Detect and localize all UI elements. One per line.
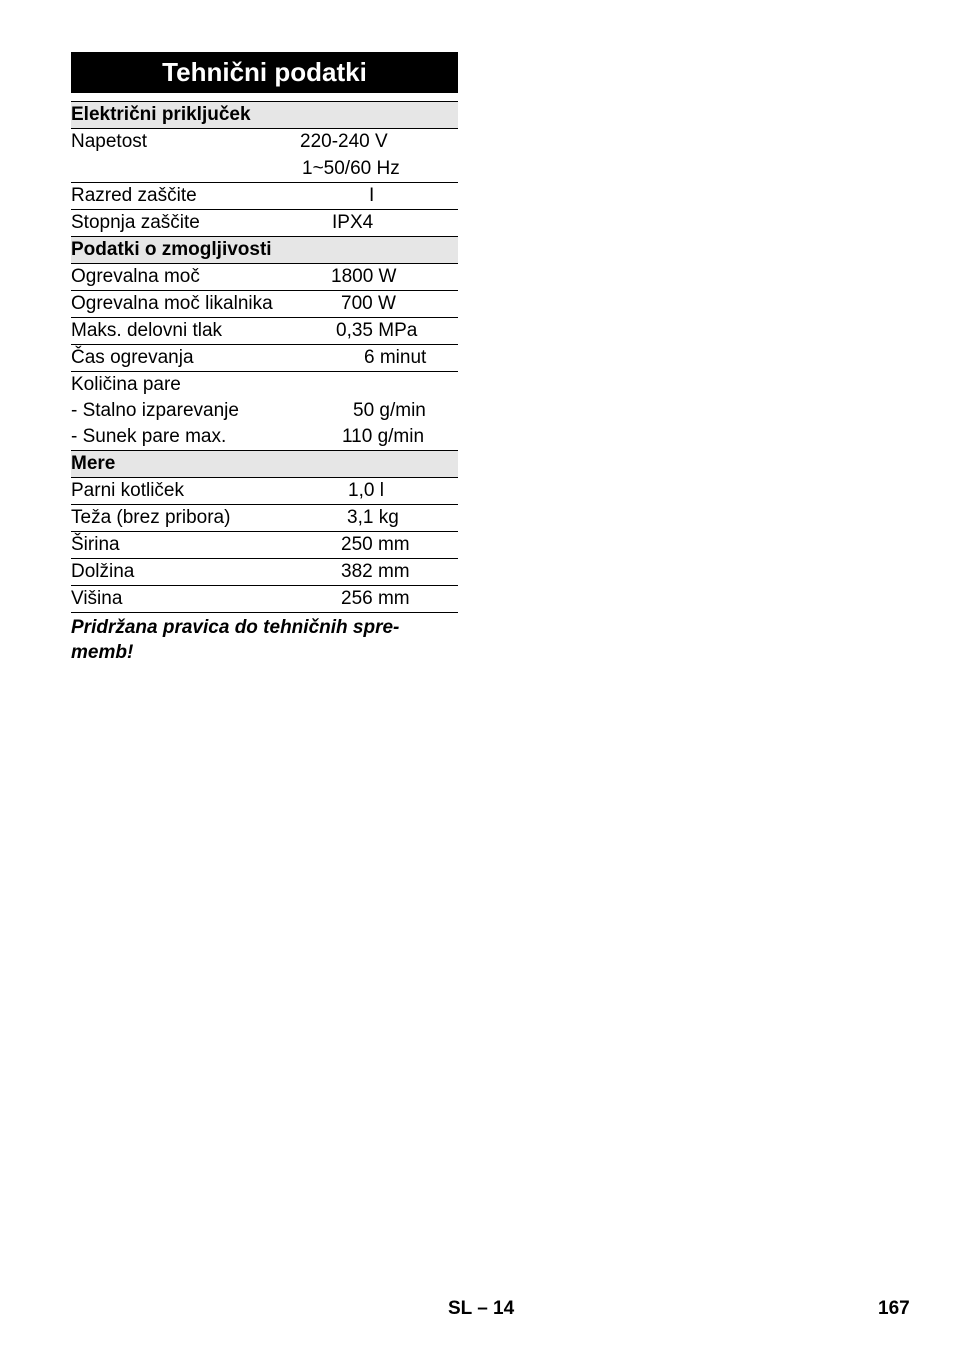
spec-label: - Sunek pare max.: [71, 426, 227, 447]
section-heading-dimensions: Mere: [71, 450, 458, 477]
spec-value: I: [369, 185, 375, 206]
spec-row-continuous-steam: [71, 398, 458, 424]
spec-value: 1800 W: [331, 266, 397, 287]
spec-label: Širina: [71, 534, 120, 555]
spec-value: 6 minut: [364, 347, 427, 368]
spec-row-width: [71, 531, 458, 558]
spec-row-height: [71, 585, 458, 612]
spec-value: 700 W: [341, 293, 396, 314]
spec-value: 1,0 l: [348, 480, 384, 501]
spec-row-steam-amount: [71, 371, 458, 398]
spec-label: Čas ogrevanja: [71, 347, 194, 368]
spec-label: Razred zaščite: [71, 185, 197, 206]
spec-row-length: [71, 558, 458, 585]
spec-label: Napetost: [71, 131, 148, 152]
spec-label: Ogrevalna moč likalnika: [71, 293, 273, 314]
spec-value: 250 mm: [341, 534, 410, 555]
spec-value: 3,1 kg: [347, 507, 399, 528]
spec-value: IPX4: [332, 212, 374, 233]
spec-row-heating-power: [71, 263, 458, 290]
technical-changes-note: Pridržana pravica do tehničnih spre- memb!: [71, 617, 400, 663]
spec-label: Teža (brez pribora): [71, 507, 231, 528]
spec-label: Parni kotliček: [71, 480, 184, 501]
spec-label: Količina pare: [71, 374, 181, 395]
spec-row-max-pressure: [71, 317, 458, 344]
footer-section-code: SL – 14: [448, 1298, 515, 1319]
spec-value: 220-240 V: [300, 131, 388, 152]
footer-page-number: 167: [878, 1298, 910, 1319]
section-heading-performance: Podatki o zmogljivosti: [71, 236, 458, 263]
spec-row-heating-time: [71, 344, 458, 371]
spec-label: Dolžina: [71, 561, 135, 582]
tech-data-column: [71, 52, 458, 613]
spec-row-boiler: [71, 477, 458, 504]
spec-value: 0,35 MPa: [336, 320, 418, 341]
spec-label: Višina: [71, 588, 123, 609]
spec-row-protection-class: [71, 182, 458, 209]
spec-value: 110 g/min: [342, 426, 425, 447]
spec-label: - Stalno izparevanje: [71, 400, 239, 421]
spec-value: 256 mm: [341, 588, 410, 609]
spec-label: Stopnja zaščite: [71, 212, 200, 233]
page-title: Tehnični podatki: [71, 52, 458, 93]
spec-value-secondary: 1~50/60 Hz: [302, 158, 400, 179]
spec-value: 382 mm: [341, 561, 410, 582]
spec-label: Maks. delovni tlak: [71, 320, 223, 341]
spec-label: Ogrevalna moč: [71, 266, 200, 287]
spec-row-protection-degree: [71, 209, 458, 236]
spec-value: 50 g/min: [353, 400, 426, 421]
spec-row-voltage: [71, 128, 458, 182]
table-bottom-rule: [71, 612, 458, 613]
spec-row-steam-burst: [71, 424, 458, 450]
section-heading-electrical: Električni priključek: [71, 101, 458, 128]
spec-row-iron-power: [71, 290, 458, 317]
spec-row-weight: [71, 504, 458, 531]
